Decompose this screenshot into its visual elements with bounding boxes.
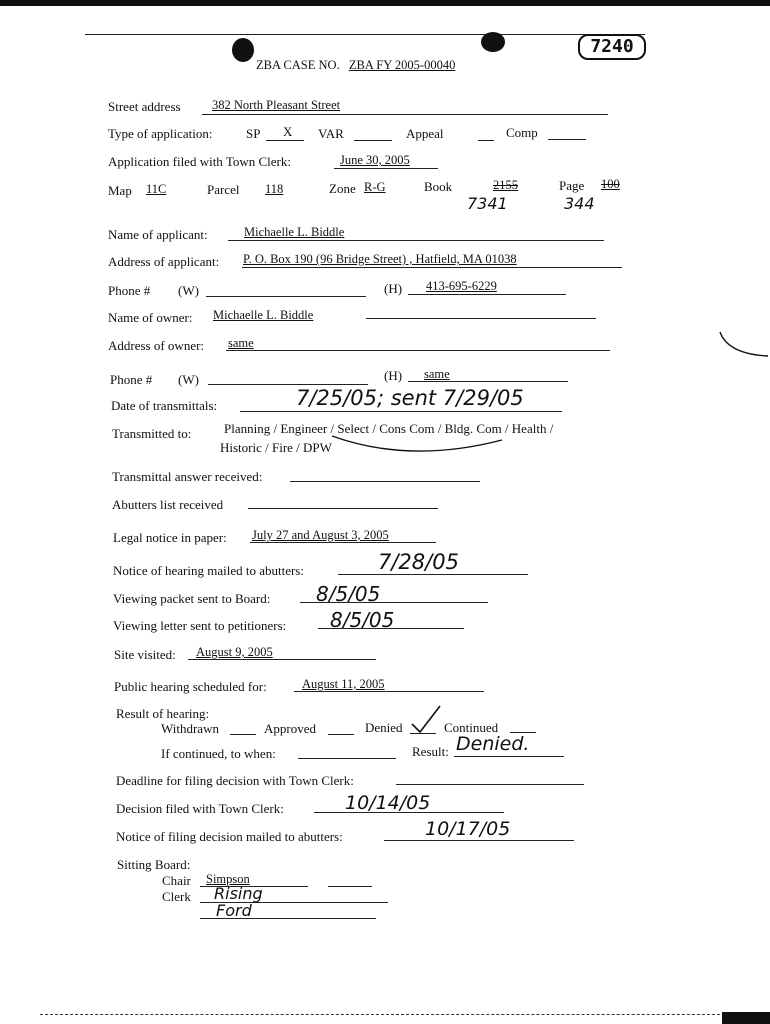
comp-line bbox=[548, 139, 586, 140]
sp-label: SP bbox=[246, 126, 261, 141]
bottom-right-edge bbox=[722, 1012, 770, 1024]
deadline-label: Deadline for filing decision with Town Clerk: bbox=[116, 773, 354, 788]
legal-notice-label: Legal notice in paper: bbox=[113, 530, 227, 545]
owner-phone-w-label: (W) bbox=[178, 372, 199, 387]
owner-phone-h-line bbox=[408, 381, 568, 382]
if-continued-label: If continued, to when: bbox=[161, 746, 276, 761]
application-type-label: Type of application: bbox=[108, 126, 213, 141]
zone-value: R-G bbox=[364, 180, 386, 194]
owner-address-line bbox=[226, 350, 610, 351]
map-value: 11C bbox=[146, 182, 167, 196]
top-rule bbox=[85, 34, 645, 35]
viewing-packet-label: Viewing packet sent to Board: bbox=[113, 591, 271, 606]
public-hearing-line bbox=[294, 691, 484, 692]
owner-phone-w-line bbox=[208, 384, 368, 385]
street-address-value: 382 North Pleasant Street bbox=[212, 98, 341, 112]
notice-filing-line bbox=[384, 840, 574, 841]
top-edge-mark bbox=[0, 0, 770, 6]
sitting-board-label: Sitting Board: bbox=[117, 857, 191, 872]
result-value-label: Result: bbox=[412, 744, 449, 759]
transmittal-answer-line bbox=[290, 481, 480, 482]
transmitted-to-label: Transmitted to: bbox=[112, 426, 192, 441]
notice-filing-value: 10/17/05 bbox=[425, 818, 511, 840]
comp-label: Comp bbox=[506, 125, 538, 140]
applicant-phone-h-value: 413-695-6229 bbox=[426, 279, 497, 293]
applicant-phone-w-label: (W) bbox=[178, 283, 199, 298]
owner-phone-h-label: (H) bbox=[384, 368, 403, 383]
sp-mark: X bbox=[283, 124, 293, 139]
notice-mailed-label: Notice of hearing mailed to abutters: bbox=[113, 563, 304, 578]
filed-with-clerk-label: Application filed with Town Clerk: bbox=[108, 154, 291, 169]
parcel-value: 118 bbox=[265, 182, 284, 196]
clerk-value: Rising bbox=[214, 884, 263, 903]
site-visited-label: Site visited: bbox=[114, 647, 176, 662]
public-hearing-value: August 11, 2005 bbox=[302, 677, 385, 691]
appeal-line bbox=[478, 140, 494, 141]
applicant-name-value: Michaelle L. Biddle bbox=[244, 225, 345, 239]
applicant-phone-h-label: (H) bbox=[384, 281, 403, 296]
result-value-line bbox=[454, 756, 564, 757]
var-line bbox=[354, 140, 392, 141]
approved-label: Approved bbox=[264, 721, 316, 736]
continued-label: Continued bbox=[444, 720, 499, 735]
applicant-phone-h-line bbox=[408, 294, 566, 295]
owner-address-label: Address of owner: bbox=[108, 338, 205, 353]
member-value: Ford bbox=[216, 901, 252, 920]
applicant-phone-w-line bbox=[206, 296, 366, 297]
transmittal-answer-label: Transmittal answer received: bbox=[112, 469, 263, 484]
viewing-packet-line bbox=[300, 602, 488, 603]
page-handwritten: 344 bbox=[564, 194, 595, 213]
clerk-label: Clerk bbox=[162, 889, 191, 904]
withdrawn-line bbox=[230, 734, 256, 735]
applicant-address-value: P. O. Box 190 (96 Bridge Street) , Hatfield, MA 01038 bbox=[243, 252, 517, 266]
transmittals-date-line bbox=[240, 411, 562, 412]
case-number-value: ZBA FY 2005-00040 bbox=[348, 58, 456, 72]
case-number-label: ZBA CASE NO. bbox=[256, 58, 340, 72]
parcel-label: Parcel bbox=[207, 182, 240, 197]
transmittals-date-label: Date of transmittals: bbox=[111, 398, 218, 413]
deadline-line bbox=[396, 784, 584, 785]
owner-name-label: Name of owner: bbox=[108, 310, 193, 325]
transmitted-to-line2: Historic / Fire / DPW bbox=[220, 440, 332, 455]
site-visited-value: August 9, 2005 bbox=[196, 645, 273, 659]
case-number-row bbox=[256, 58, 455, 73]
decision-filed-line bbox=[314, 812, 504, 813]
approved-line bbox=[328, 734, 354, 735]
book-handwritten: 7341 bbox=[467, 194, 508, 213]
transmittals-date-value: 7/25/05; sent 7/29/05 bbox=[296, 386, 524, 410]
owner-phone-h-value: same bbox=[424, 367, 450, 381]
viewing-letter-line bbox=[318, 628, 464, 629]
notice-mailed-value: 7/28/05 bbox=[378, 550, 459, 574]
book-label: Book bbox=[424, 179, 453, 194]
legal-notice-value: July 27 and August 3, 2005 bbox=[252, 528, 389, 542]
decision-filed-value: 10/14/05 bbox=[345, 792, 431, 814]
chair-line-2 bbox=[328, 886, 372, 887]
denied-line bbox=[410, 733, 436, 734]
applicant-phone-label: Phone # bbox=[108, 283, 151, 298]
map-label: Map bbox=[108, 183, 132, 198]
viewing-letter-label: Viewing letter sent to petitioners: bbox=[113, 618, 287, 633]
viewing-letter-value: 8/5/05 bbox=[330, 608, 395, 632]
chair-label: Chair bbox=[162, 873, 191, 888]
punch-hole-right bbox=[481, 32, 505, 52]
page-label: Page bbox=[559, 178, 585, 193]
applicant-address-label: Address of applicant: bbox=[108, 254, 220, 269]
abutters-list-label: Abutters list received bbox=[112, 497, 224, 512]
member-line bbox=[200, 918, 376, 919]
sp-line bbox=[266, 140, 304, 141]
abutters-list-line bbox=[248, 508, 438, 509]
street-address-label: Street address bbox=[108, 99, 181, 114]
denied-checkmark bbox=[410, 704, 442, 734]
result-label: Result of hearing: bbox=[116, 706, 210, 721]
chair-value: Simpson bbox=[206, 872, 250, 886]
transmitted-to-line1: Planning / Engineer / Select / Cons Com / Bldg. Com / Health / bbox=[224, 421, 554, 436]
withdrawn-label: Withdrawn bbox=[161, 721, 219, 736]
owner-phone-label: Phone # bbox=[110, 372, 153, 387]
transmitted-to-pen-arc bbox=[330, 430, 510, 458]
decision-filed-label: Decision filed with Town Clerk: bbox=[116, 801, 284, 816]
owner-name-line bbox=[366, 318, 596, 319]
right-margin-bracket bbox=[718, 330, 770, 370]
owner-address-value: same bbox=[228, 336, 254, 350]
var-label: VAR bbox=[318, 126, 344, 141]
owner-name-value: Michaelle L. Biddle bbox=[213, 308, 314, 322]
appeal-label: Appeal bbox=[406, 126, 444, 141]
applicant-name-line bbox=[228, 240, 604, 241]
book-value-struck: 2155 bbox=[493, 178, 518, 192]
if-continued-line bbox=[298, 758, 396, 759]
legal-notice-line bbox=[250, 542, 436, 543]
public-hearing-label: Public hearing scheduled for: bbox=[114, 679, 267, 694]
filed-with-clerk-line bbox=[334, 168, 438, 169]
applicant-address-line bbox=[242, 267, 622, 268]
notice-mailed-line bbox=[338, 574, 528, 575]
site-visited-line bbox=[188, 659, 376, 660]
filed-with-clerk-value: June 30, 2005 bbox=[340, 153, 410, 167]
case-stamp-number: 7240 bbox=[578, 34, 646, 60]
page-value-struck: 100 bbox=[601, 177, 620, 191]
zone-label: Zone bbox=[329, 181, 356, 196]
punch-hole-left bbox=[232, 38, 254, 62]
applicant-name-label: Name of applicant: bbox=[108, 227, 208, 242]
denied-label: Denied bbox=[365, 720, 403, 735]
result-value: Denied. bbox=[456, 733, 530, 755]
notice-filing-label: Notice of filing decision mailed to abutters: bbox=[116, 829, 343, 844]
viewing-packet-value: 8/5/05 bbox=[316, 582, 381, 606]
bottom-edge bbox=[40, 1014, 740, 1015]
street-address-line bbox=[202, 114, 608, 115]
